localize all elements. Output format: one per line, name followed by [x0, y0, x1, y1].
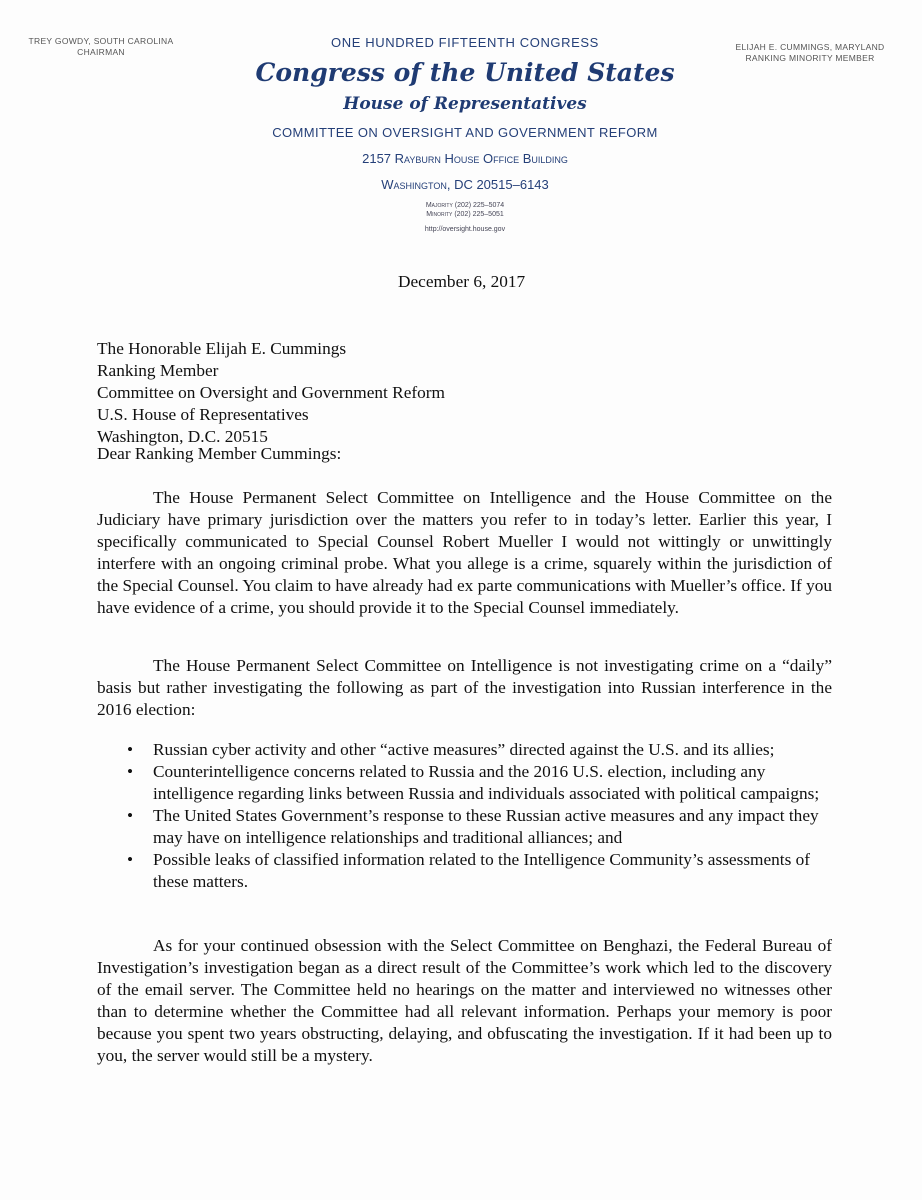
majority-phone-line — [200, 201, 730, 210]
recipient-line: Committee on Oversight and Government Reform — [97, 383, 445, 402]
list-item — [97, 805, 832, 849]
congress-title: Congress of the United States — [255, 58, 675, 87]
list-item — [97, 739, 832, 761]
minority-phone-line — [200, 210, 730, 219]
bullet-icon: • — [127, 740, 134, 759]
paragraph-text: As for your continued obsession with the Select Committee on Benghazi, the Federal Bureau of Investigation’s investigation began as a direct result of the Committee’s work which led to the discovery of the email server. The Committee held no hearings on the matter and interviewed no witnesses other than to determine whether the Committee had all relevant information. Perhaps your memory is poor because you spent two years obstructing, delaying, and obfuscating the investigation. If it had been up to you, the server would still be a mystery. — [97, 936, 832, 1065]
letterhead — [200, 34, 730, 234]
ranking-member-title: RANKING MINORITY MEMBER — [745, 53, 875, 63]
website: http://oversight.house.gov — [424, 226, 506, 233]
address-line-1: 2157 Rayburn House Office Building — [362, 151, 568, 166]
congress-number: ONE HUNDRED FIFTEENTH CONGRESS — [331, 35, 599, 50]
ranking-member-name: ELIJAH E. CUMMINGS, MARYLAND — [735, 42, 885, 52]
paragraph-text: The House Permanent Select Committee on Intelligence and the House Committee on the Judiciary have primary jurisdiction over the matters you refer to in today’s letter. Earlier this year, I specifically communicated to Special Counsel Robert Mueller I would not wittingly or unwittingly interfere with an ongoing criminal probe. What you allege is a crime, squarely within the jurisdiction of the Special Counsel. You claim to have already had ex parte communications with Mueller’s office. If you have evidence of a crime, you should provide it to the Special Counsel immediately. — [97, 488, 832, 617]
majority-phone: (202) 225–5074 — [454, 202, 505, 209]
address-line-2: Washington, DC 20515–6143 — [381, 177, 549, 192]
list-item — [97, 849, 832, 893]
chairman-title: CHAIRMAN — [77, 47, 125, 57]
paragraph-text: The House Permanent Select Committee on Intelligence is not investigating crime on a “daily” basis but rather investigating the following as part of the investigation into Russian interference in the 2016 election: — [97, 656, 832, 719]
bullet-list — [97, 739, 832, 893]
body-paragraph-2 — [97, 655, 832, 721]
recipient-address — [97, 338, 832, 448]
recipient-line: The Honorable Elijah E. Cummings — [97, 339, 347, 358]
list-item-text: Counterintelligence concerns related to Russia and the 2016 U.S. election, including any intelligence regarding links between Russia and individuals associated with political campaigns; — [153, 762, 820, 803]
recipient-line: Ranking Member — [97, 361, 219, 380]
recipient-line: Washington, D.C. 20515 — [97, 427, 268, 446]
list-item — [97, 761, 832, 805]
list-item-text: Russian cyber activity and other “active measures” directed against the U.S. and its allies; — [153, 740, 775, 759]
minority-label: Minority — [426, 211, 453, 218]
body-paragraph-1 — [97, 487, 832, 619]
phone-numbers — [200, 201, 730, 219]
ranking-member-block — [720, 42, 900, 64]
house-title: House of Representatives — [343, 94, 587, 114]
letter-date: December 6, 2017 — [398, 272, 526, 291]
chairman-name: TREY GOWDY, SOUTH CAROLINA — [28, 36, 174, 46]
recipient-line: U.S. House of Representatives — [97, 405, 309, 424]
body-paragraph-3 — [97, 935, 832, 1067]
chairman-block — [16, 36, 186, 58]
investigation-list — [97, 739, 832, 893]
bullet-icon: • — [127, 806, 134, 825]
majority-label: Majority — [425, 202, 453, 209]
list-item-text: The United States Government’s response to these Russian active measures and any impact they may have on intelligence relationships and traditional alliances; and — [153, 806, 819, 847]
minority-phone: (202) 225–5051 — [454, 211, 504, 218]
bullet-icon: • — [127, 762, 134, 781]
bullet-icon: • — [127, 850, 134, 869]
committee-name: COMMITTEE ON OVERSIGHT AND GOVERNMENT REFORM — [272, 125, 658, 140]
list-item-text: Possible leaks of classified information related to the Intelligence Community’s assessments of these matters. — [153, 850, 811, 891]
salutation: Dear Ranking Member Cummings: — [97, 444, 342, 463]
